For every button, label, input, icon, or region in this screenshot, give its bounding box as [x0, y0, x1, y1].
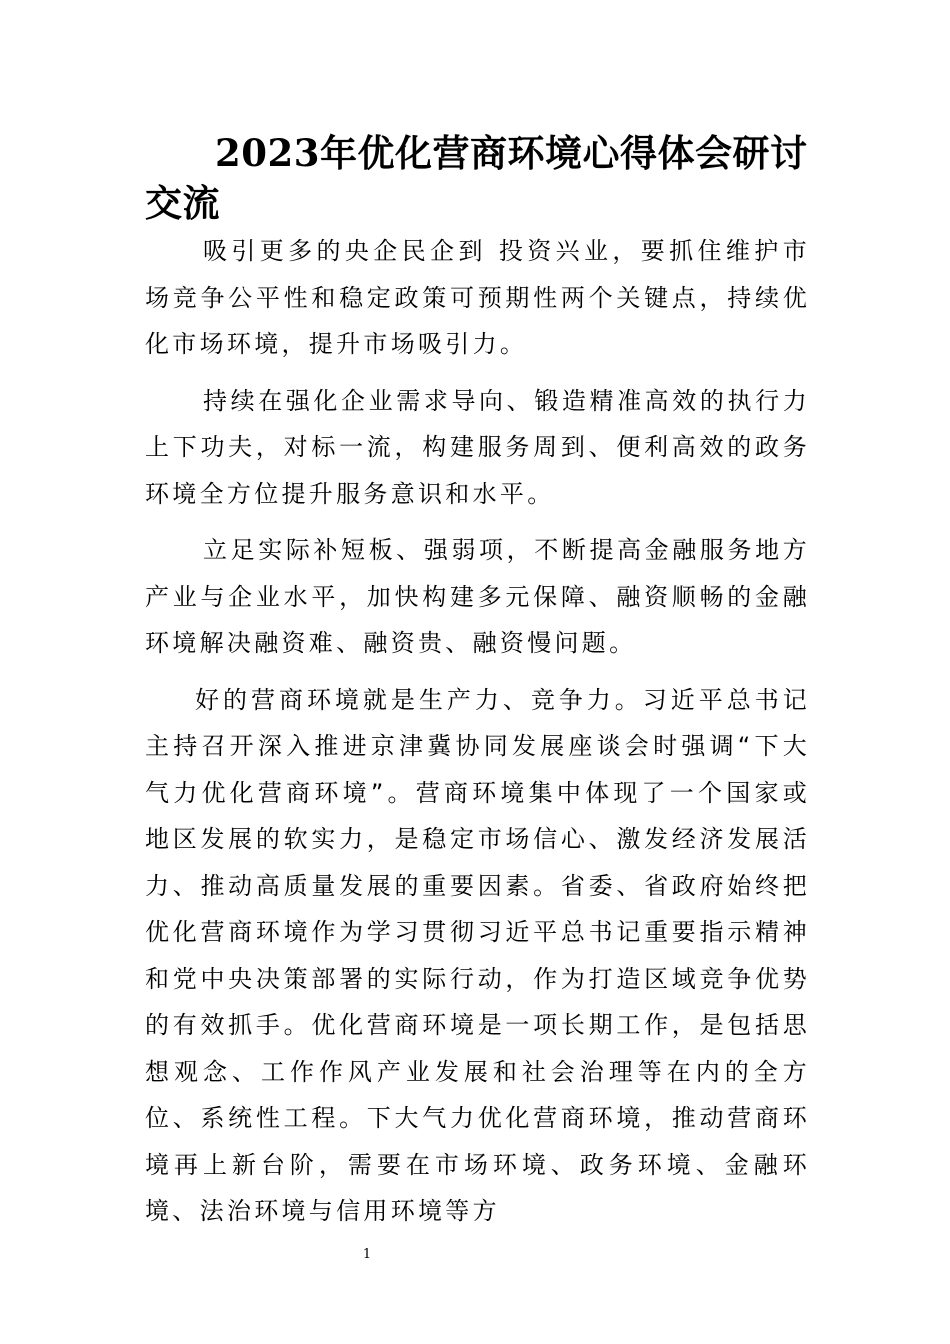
- document-title: 2023年优化营商环境心得体会研讨交流: [145, 131, 808, 225]
- page-number: 1: [362, 1247, 372, 1262]
- paragraph-2: 持续在强化企业需求导向、锻造精准高效的执行力上下功夫，对标一流，构建服务周到、便利高效的政务环境全方位提升服务意识和水平。: [145, 386, 810, 508]
- paragraph-1: 吸引更多的央企民企到 投资兴业，要抓住维护市场竞争公平性和稳定政策可预期性两个关键点，持续优化市场环境，提升市场吸引力。: [145, 237, 810, 358]
- paragraph-4: 好的营商环境就是生产力、竞争力。习近平总书记主持召开深入推进京津冀协同发展座谈会时强调“下大气力优化营商环境”。营商环境集中体现了一个国家或地区发展的软实力，是稳定市场信心、激发经济发展活力、推动高质量发展的重要因素。省委、省政府始终把优化营商环境作为学习贯彻习近平总书记重要指示精神和党中央决策部署的实际行动，作为打造区域竞争优势的有效抓手。优化营商环境是一项长期工作，是包括思想观念、工作作风产业发展和社会治理等在内的全方位、系统性工程。下大气力优化营商环境，推动营商环境再上新台阶，需要在市场环境、政务环境、金融环境、法治环境与信用环境等方: [145, 685, 810, 1225]
- document-body: [145, 228, 810, 1245]
- paragraph-3: 立足实际补短板、强弱项，不断提高金融服务地方产业与企业水平，加快构建多元保障、融资顺畅的金融环境解决融资难、融资贵、融资慢问题。: [145, 536, 810, 657]
